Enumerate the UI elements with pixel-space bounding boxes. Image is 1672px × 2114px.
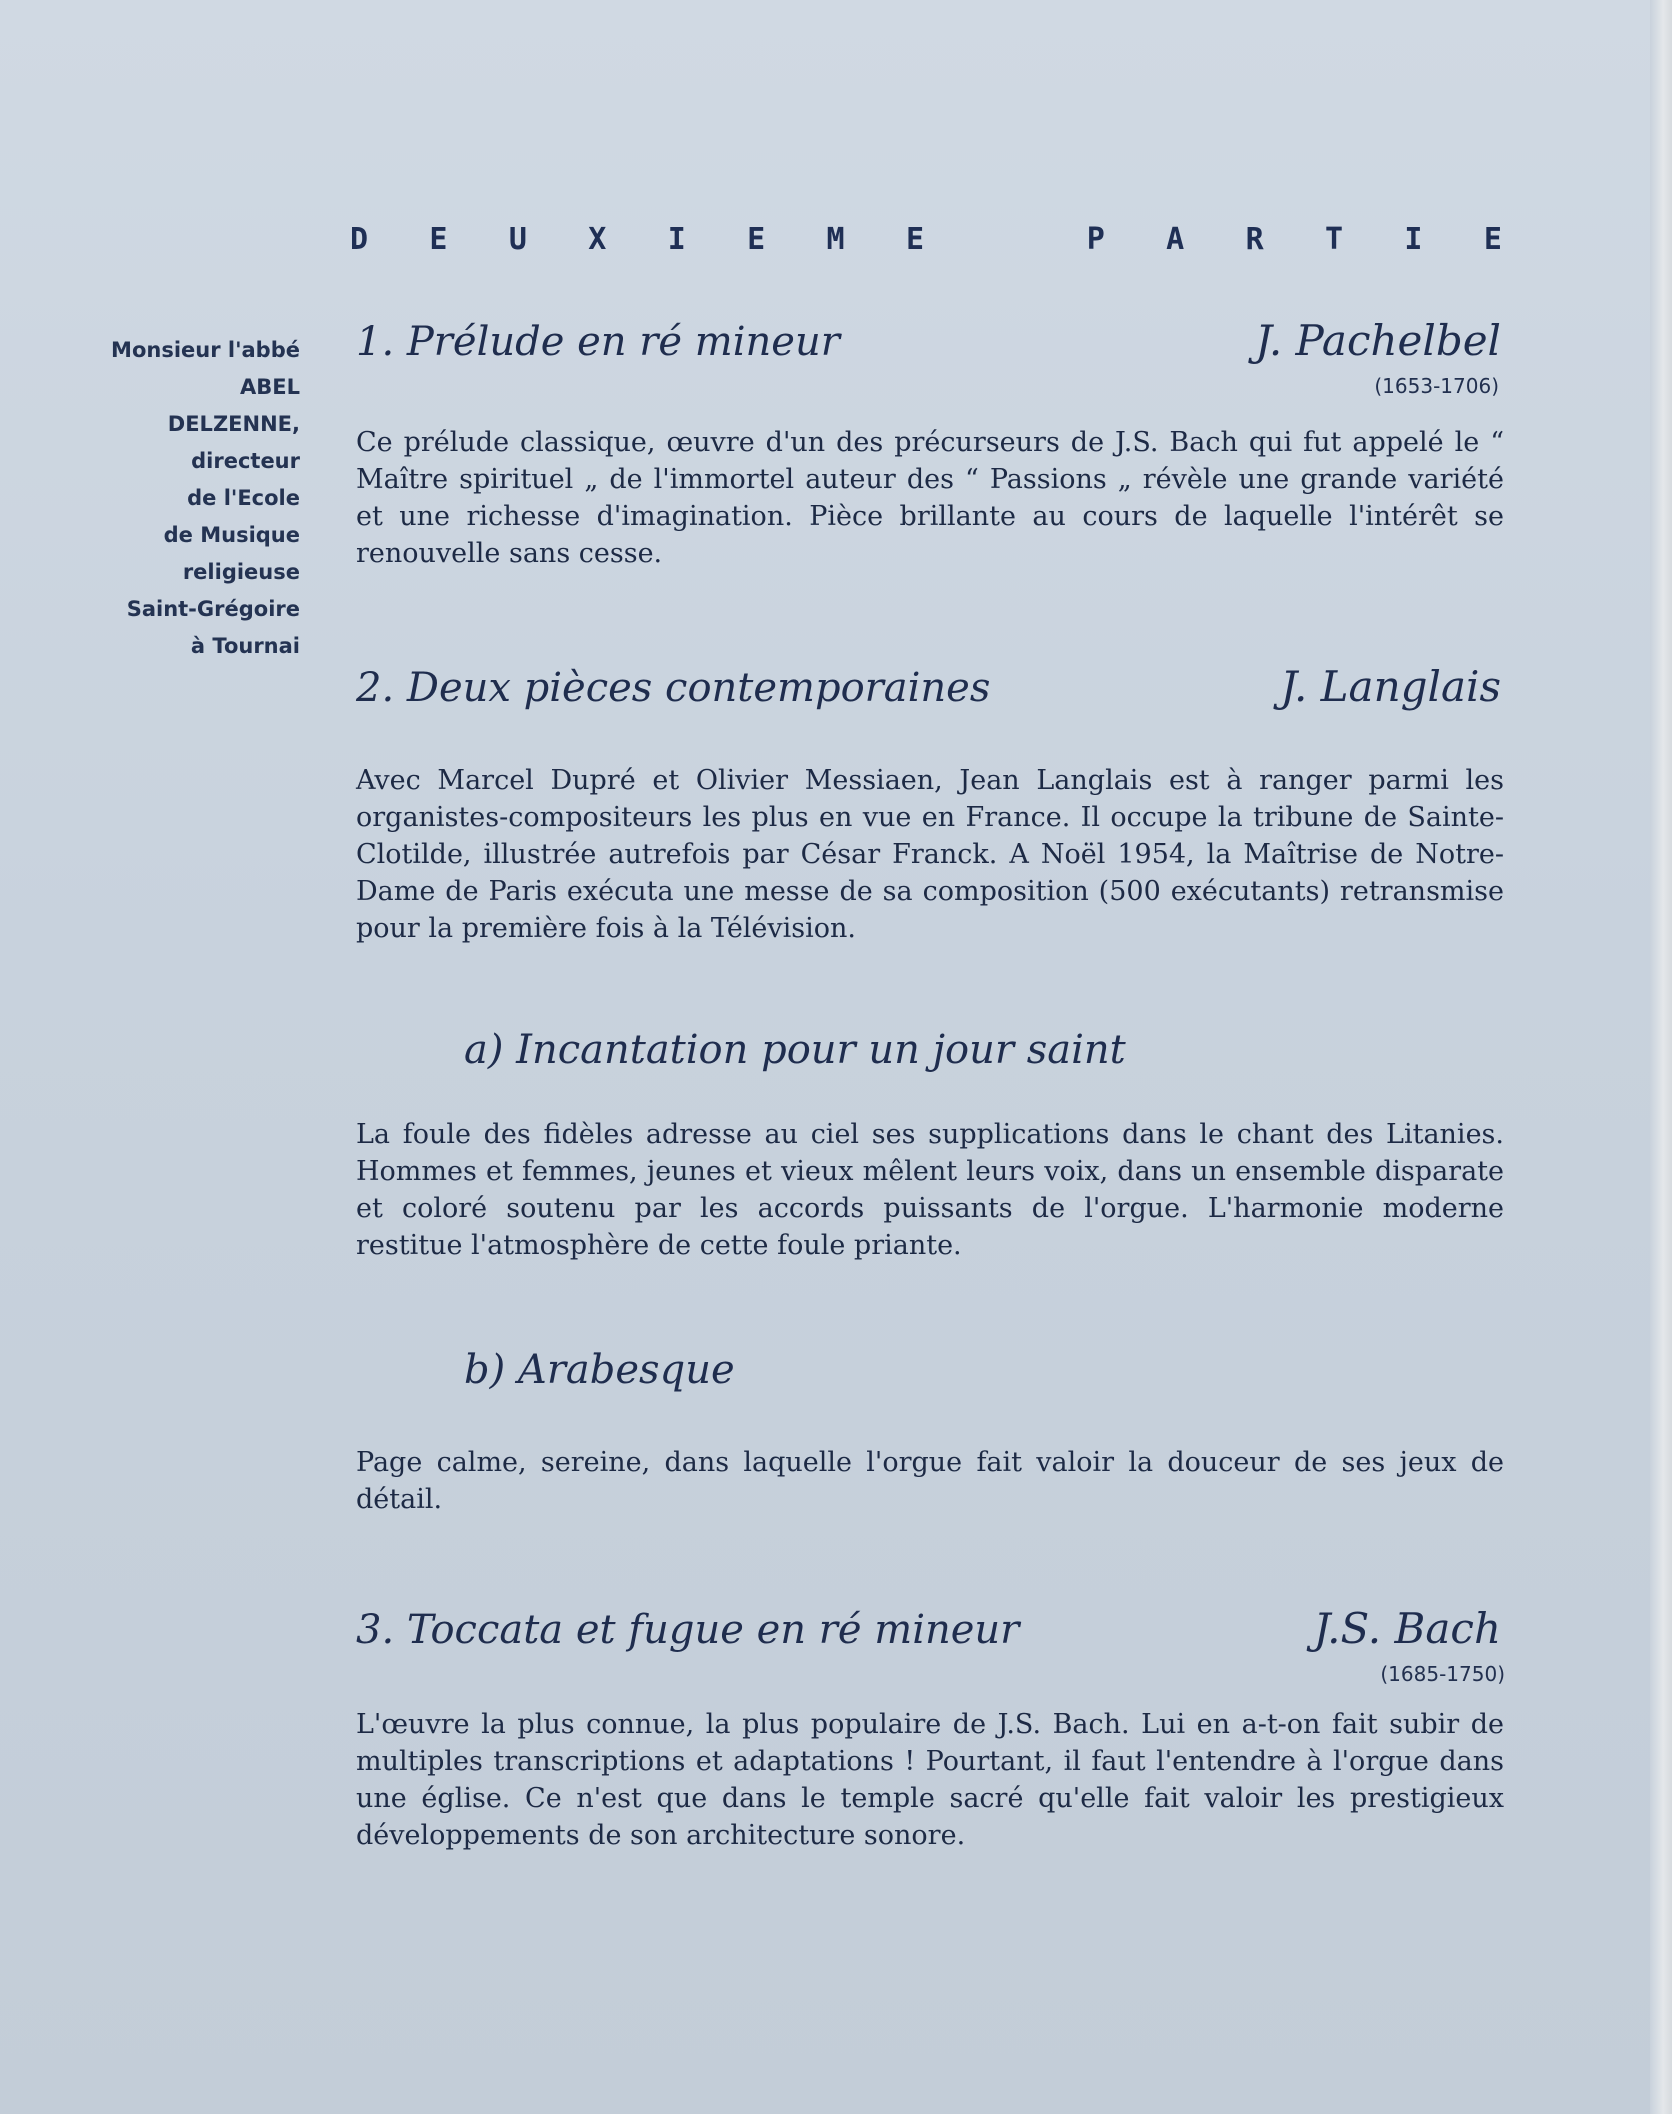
heading-letter: E xyxy=(429,222,448,257)
heading-letter: P xyxy=(1086,222,1105,257)
piece-description: L'œuvre la plus connue, la plus populaire de J.S. Bach. Lui en a-t-on fait subir de multiples transcriptions et adaptations ! Pourtant, il faut l'entendre à l'orgue dans une église. Ce n'est que dans le temple sacré qu'elle fait valoir les prestigieux développements de son architecture sonore. xyxy=(356,1709,1504,1851)
heading-letter: E xyxy=(905,222,925,257)
credit-line: de Musique xyxy=(163,523,300,547)
performer-credit xyxy=(60,332,300,665)
heading-letter: R xyxy=(1245,222,1264,257)
composer-dates: (1653-1706) xyxy=(1374,374,1499,398)
credit-line: religieuse xyxy=(182,560,300,584)
credit-line: Saint-Grégoire xyxy=(126,597,300,621)
heading-letter: I xyxy=(667,222,686,257)
heading-letter: U xyxy=(508,222,527,257)
piece-title-row xyxy=(356,1604,1501,1653)
piece-composer: J. Pachelbel xyxy=(1255,316,1501,365)
section-heading xyxy=(350,222,1502,257)
subpiece-description: Page calme, sereine, dans laquelle l'orgue fait valoir la douceur de ses jeux de détail. xyxy=(356,1447,1504,1515)
subpiece-title: a) Incantation pour un jour saint xyxy=(464,1027,1126,1073)
piece-description: Avec Marcel Dupré et Olivier Messiaen, Jean Langlais est à ranger parmi les organistes-compositeurs les plus en vue en France. Il occupe la tribune de Sainte-Clotilde, illustrée autrefois par César Franck. A Noël 1954, la Maîtrise de Notre-Dame de Paris exécuta une messe de sa composition (500 exécutants) retransmise pour la première fois à la Télévision. xyxy=(356,765,1504,944)
heading-letter: T xyxy=(1325,222,1344,257)
page-edge xyxy=(1650,0,1672,2114)
piece-title: 2. Deux pièces contemporaines xyxy=(356,665,991,711)
piece-title-row xyxy=(356,316,1501,365)
heading-letter: A xyxy=(1166,222,1185,257)
piece-title: 3. Toccata et fugue en ré mineur xyxy=(356,1607,1020,1653)
credit-line: de l'Ecole xyxy=(187,486,300,510)
piece-title: 1. Prélude en ré mineur xyxy=(356,319,840,365)
heading-letter: I xyxy=(1404,222,1423,257)
heading-letter: E xyxy=(747,222,766,257)
composer-dates: (1685-1750) xyxy=(1380,1662,1505,1686)
credit-line: à Tournai xyxy=(190,634,300,658)
heading-letter: X xyxy=(588,222,607,257)
credit-line: Monsieur l'abbé xyxy=(111,338,300,362)
heading-letter: M xyxy=(826,222,845,257)
credit-line: directeur xyxy=(191,449,300,473)
piece-composer: J. Langlais xyxy=(1280,662,1501,711)
subpiece-description: La foule des fidèles adresse au ciel ses supplications dans le chant des Litanies. Hommes et femmes, jeunes et vieux mêlent leurs voix, dans un ensemble disparate et coloré soutenu par les accords puissants de l'orgue. L'harmonie moderne restitue l'atmosphère de cette foule priante. xyxy=(356,1119,1504,1261)
piece-description: Ce prélude classique, œuvre d'un des précurseurs de J.S. Bach qui fut appelé le “ Maître spirituel „ de l'immortel auteur des “ Passions „ révèle une grande variété et une richesse d'imagination. Pièce brillante au cours de laquelle l'intérêt se renouvelle sans cesse. xyxy=(356,427,1504,569)
credit-line: DELZENNE, xyxy=(167,412,300,436)
heading-letter: E xyxy=(1483,222,1502,257)
heading-gap xyxy=(985,222,1025,257)
subpiece-title: b) Arabesque xyxy=(464,1347,735,1393)
piece-composer: J.S. Bach xyxy=(1313,1604,1501,1653)
piece-title-row xyxy=(356,662,1501,711)
credit-line: ABEL xyxy=(240,375,300,399)
heading-letter: D xyxy=(350,222,369,257)
